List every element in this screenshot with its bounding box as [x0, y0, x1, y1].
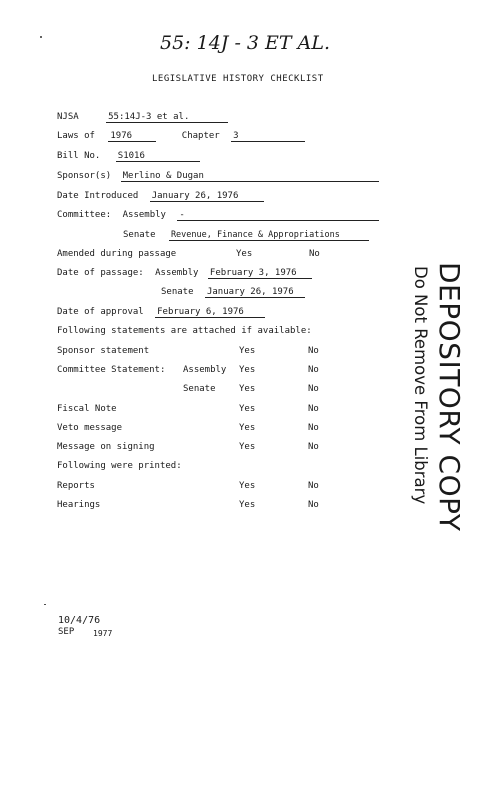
- depository-copy-stamp: [400, 262, 470, 532]
- chapter-label: Chapter: [181, 131, 220, 141]
- statement-sub-assembly: Assembly: [183, 365, 227, 375]
- passage-assembly-row: [57, 268, 312, 279]
- approval-label: Date of approval: [57, 307, 144, 317]
- passage-assembly-label: Assembly: [155, 268, 199, 278]
- passage-assembly-value: February 3, 1976: [208, 268, 312, 279]
- footer-date: 10/4/76: [58, 615, 101, 626]
- bill-row: [57, 151, 200, 162]
- amended-row: [57, 249, 176, 259]
- bill-label: Bill No.: [57, 151, 101, 161]
- committee-label: Committee:: [57, 210, 112, 220]
- scan-speck: [40, 36, 42, 38]
- committee-senate-value: Revenue, Finance & Appropriations: [169, 230, 369, 241]
- bill-value: S1016: [116, 151, 200, 162]
- approval-value: February 6, 1976: [155, 307, 265, 318]
- printed-no-reports: No: [308, 481, 319, 491]
- amended-no: No: [309, 249, 320, 259]
- statement-sub-senate: Senate: [183, 384, 216, 394]
- page-title: LEGISLATIVE HISTORY CHECKLIST: [152, 74, 324, 84]
- laws-row: [57, 131, 305, 142]
- statement-label-signing: Message on signing: [57, 442, 155, 452]
- statement-no-senate: No: [308, 384, 319, 394]
- statement-yes-signing: Yes: [239, 442, 256, 452]
- amended-yes: Yes: [236, 249, 253, 259]
- passage-senate-value: January 26, 1976: [205, 287, 305, 298]
- sponsor-label: Sponsor(s): [57, 171, 112, 181]
- printed-yes-reports: Yes: [239, 481, 256, 491]
- laws-label: Laws of: [57, 131, 95, 141]
- committee-assembly-label: Assembly: [122, 210, 166, 220]
- footer-stamp-year: 1977: [93, 629, 113, 638]
- njsa-row: [57, 112, 228, 123]
- handwritten-statute-number: 55: 14J - 3 ET AL.: [160, 32, 330, 54]
- printed-yes-hearings: Yes: [239, 500, 256, 510]
- passage-senate-label: Senate: [161, 287, 194, 297]
- statement-yes-assembly: Yes: [239, 365, 256, 375]
- printed-header: Following were printed:: [57, 461, 182, 471]
- statement-yes-senate: Yes: [239, 384, 256, 394]
- statement-yes-veto: Yes: [239, 423, 256, 433]
- date-introduced-value: January 26, 1976: [150, 191, 264, 202]
- statements-header: Following statements are attached if available:: [57, 326, 312, 336]
- statement-yes-fiscal: Yes: [239, 404, 256, 414]
- statement-yes-sponsor: Yes: [239, 346, 256, 356]
- committee-assembly-value: -: [177, 210, 379, 221]
- committee-senate-label: Senate: [123, 230, 156, 240]
- statement-no-signing: No: [308, 442, 319, 452]
- footer-stamp-month: SEP: [58, 627, 75, 637]
- laws-value: 1976: [108, 131, 156, 142]
- statement-no-sponsor: No: [308, 346, 319, 356]
- committee-senate-row: [123, 230, 369, 241]
- amended-label: Amended during passage: [57, 249, 177, 259]
- sponsor-value: Merlino & Dugan: [121, 171, 379, 182]
- njsa-value: 55:14J-3 et al.: [106, 112, 228, 123]
- passage-senate-row: [161, 287, 305, 298]
- chapter-value: 3: [231, 131, 305, 142]
- statement-label-fiscal: Fiscal Note: [57, 404, 117, 414]
- statement-no-veto: No: [308, 423, 319, 433]
- statement-label-sponsor: Sponsor statement: [57, 346, 150, 356]
- printed-no-hearings: No: [308, 500, 319, 510]
- stamp-line-do-not-remove: Do Not Remove From Library: [411, 266, 430, 505]
- scan-speck: [44, 604, 46, 605]
- sponsor-row: [57, 171, 379, 182]
- committee-assembly-row: [57, 210, 379, 221]
- date-introduced-label: Date Introduced: [57, 191, 139, 201]
- statement-no-fiscal: No: [308, 404, 319, 414]
- statement-label-veto: Veto message: [57, 423, 123, 433]
- njsa-label: NJSA: [57, 112, 79, 122]
- printed-label-reports: Reports: [57, 481, 95, 491]
- statement-no-assembly: No: [308, 365, 319, 375]
- statement-label-committee: Committee Statement:: [57, 365, 166, 375]
- approval-row: [57, 307, 265, 318]
- passage-label: Date of passage:: [57, 268, 144, 278]
- stamp-line-depository: DEPOSITORY COPY: [433, 262, 466, 532]
- date-introduced-row: [57, 191, 264, 202]
- printed-label-hearings: Hearings: [57, 500, 101, 510]
